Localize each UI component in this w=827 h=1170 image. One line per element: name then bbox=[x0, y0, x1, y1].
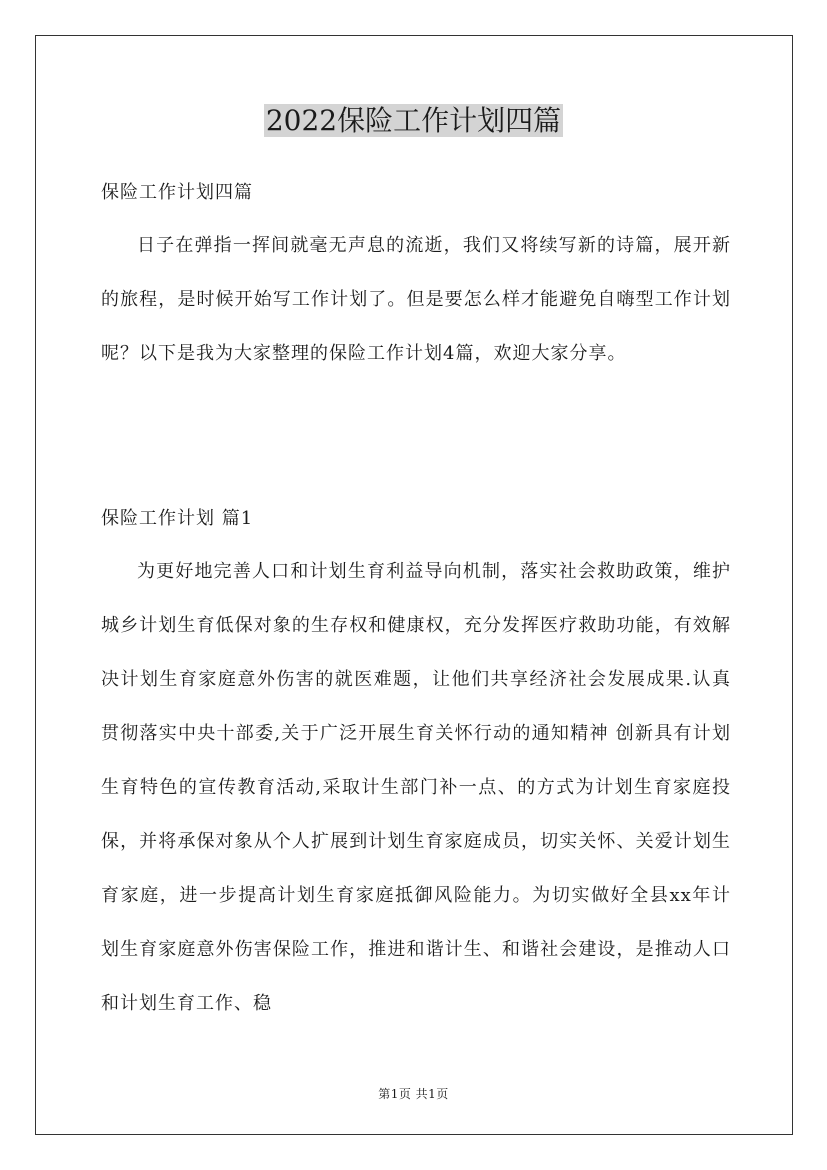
page-footer bbox=[0, 1085, 827, 1102]
page-number: 第1页 共1页 bbox=[378, 1087, 449, 1101]
intro-heading-block bbox=[101, 179, 731, 207]
section1-paragraph-block bbox=[101, 545, 731, 1031]
document-title-text: 2022保险工作计划四篇 bbox=[265, 104, 562, 137]
section1-heading: 保险工作计划 篇1 bbox=[101, 508, 254, 529]
section1-heading-block bbox=[101, 505, 731, 533]
intro-heading: 保险工作计划四篇 bbox=[101, 182, 253, 203]
section1-paragraph: 为更好地完善人口和计划生育利益导向机制，落实社会救助政策，维护城乡计划生育低保对象的生存权和健康权，充分发挥医疗救助功能，有效解决计划生育家庭意外伤害的就医难题，让他们共享经济社会发展成果.认真贯彻落实中央十部委,关于广泛开展生育关怀行动的通知精神 创新具有计划生育特色的宣传教育活动,采取计生部门补一点、的方式为计划生育家庭投保，并将承保对象从个人扩展到计划生育家庭成员，切实关怀、关爱计划生育家庭，进一步提高计划生育家庭抵御风险能力。为切实做好全县xx年计划生育家庭意外伤害保险工作，推进和谐计生、和谐社会建设，是推动人口和计划生育工作、稳 bbox=[101, 561, 731, 1014]
intro-paragraph: 日子在弹指一挥间就毫无声息的流逝，我们又将续写新的诗篇，展开新的旅程，是时候开始写工作计划了。但是要怎么样才能避免自嗨型工作计划呢？以下是我为大家整理的保险工作计划4篇，欢迎大家分享。 bbox=[101, 235, 731, 364]
document-title bbox=[0, 100, 827, 142]
intro-paragraph-block bbox=[101, 219, 731, 381]
